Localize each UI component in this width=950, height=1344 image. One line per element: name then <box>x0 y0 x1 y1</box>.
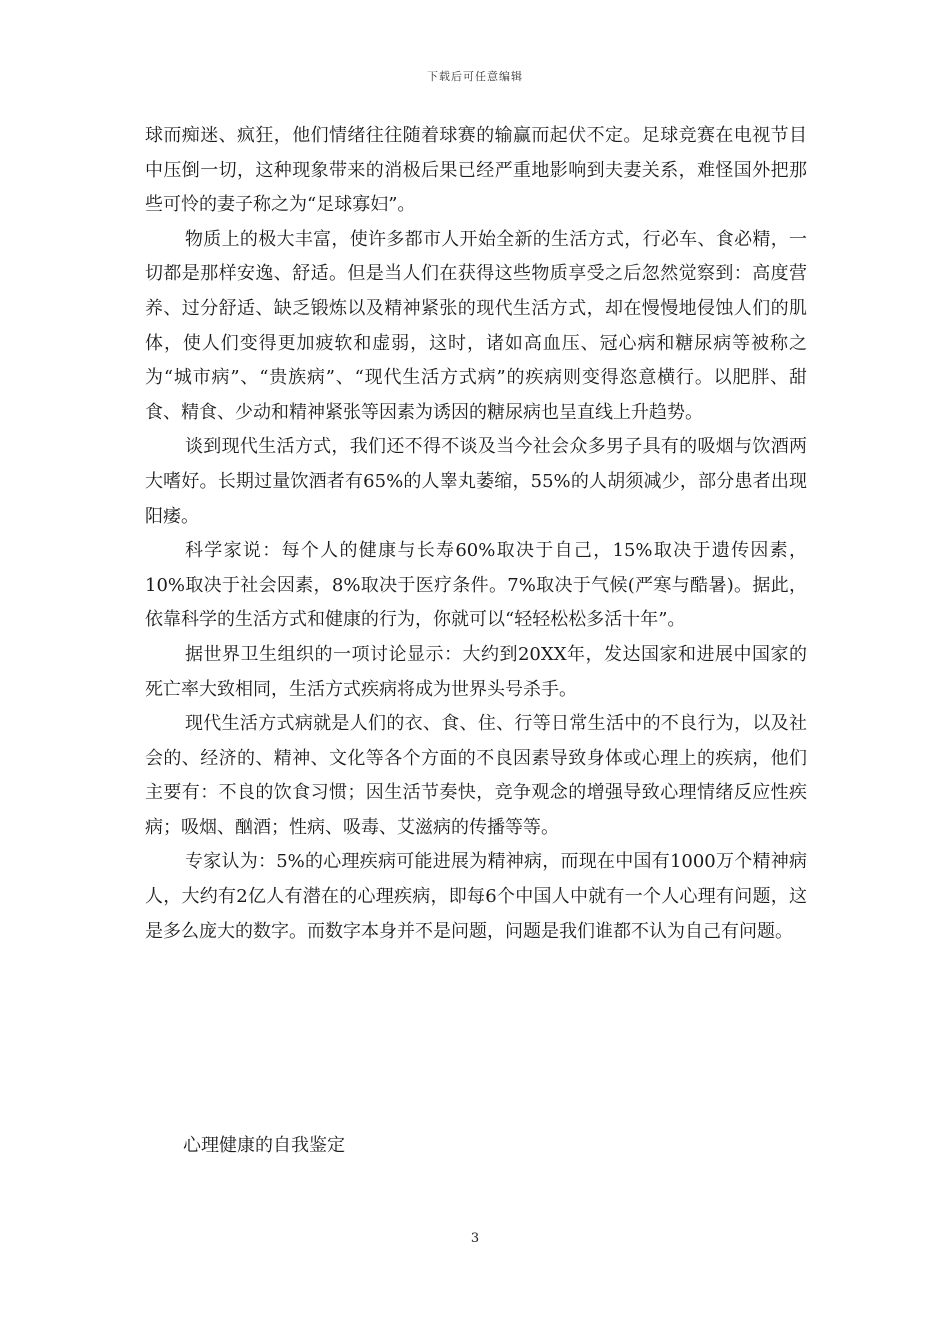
page-header: 下载后可任意编辑 <box>427 70 523 83</box>
body-text <box>145 119 807 949</box>
paragraph: 物质上的极大丰富，使许多都市人开始全新的生活方式，行必车、食必精，一切都是那样安逸、舒适。但是当人们在获得这些物质享受之后忽然觉察到：高度营养、过分舒适、缺乏锻炼以及精神紧张的现代生活方式，却在慢慢地侵蚀人们的肌体，使人们变得更加疲软和虚弱，这时，诸如高血压、冠心病和糖尿病等被称之为“城市病”、“贵族病”、“现代生活方式病”的疾病则变得恣意横行。以肥胖、甜食、精食、少动和精神紧张等因素为诱因的糖尿病也呈直线上升趋势。 <box>145 228 807 423</box>
paragraph: 现代生活方式病就是人们的衣、食、住、行等日常生活中的不良行为，以及社会的、经济的、精神、文化等各个方面的不良因素导致身体或心理上的疾病，他们主要有：不良的饮食习惯；因生活节奏快，竞争观念的增强导致心理情绪反应性疾病；吸烟、酗酒；性病、吸毒、艾滋病的传播等等。 <box>145 713 807 838</box>
paragraph: 科学家说：每个人的健康与长寿60%取决于自己，15%取决于遗传因素，10%取决于社会因素，8%取决于医疗条件。7%取决于气候(严寒与酷暑)。据此，依靠科学的生活方式和健康的行为，你就可以“轻轻松松多活十年”。 <box>145 540 807 631</box>
paragraph: 据世界卫生组织的一项讨论显示：大约到20XX年，发达国家和进展中国家的死亡率大致相同，生活方式疾病将成为世界头号杀手。 <box>145 643 807 700</box>
section-heading: 心理健康的自我鉴定 <box>183 1135 345 1156</box>
paragraph: 专家认为：5%的心理疾病可能进展为精神病，而现在中国有1000万个精神病人，大约有2亿人有潜在的心理疾病，即每6个中国人中就有一个人心理有问题，这是多么庞大的数字。而数字本身并不是问题，问题是我们谁都不认为自己有问题。 <box>145 851 807 942</box>
paragraph: 球而痴迷、疯狂，他们情绪往往随着球赛的输赢而起伏不定。足球竞赛在电视节目中压倒一切，这种现象带来的消极后果已经严重地影响到夫妻关系，难怪国外把那些可怜的妻子称之为“足球寡妇”。 <box>145 125 807 216</box>
paragraph: 谈到现代生活方式，我们还不得不谈及当今社会众多男子具有的吸烟与饮酒两大嗜好。长期过量饮酒者有65%的人睾丸萎缩，55%的人胡须减少，部分患者出现阳痿。 <box>145 436 807 527</box>
page-number: 3 <box>470 1231 480 1246</box>
